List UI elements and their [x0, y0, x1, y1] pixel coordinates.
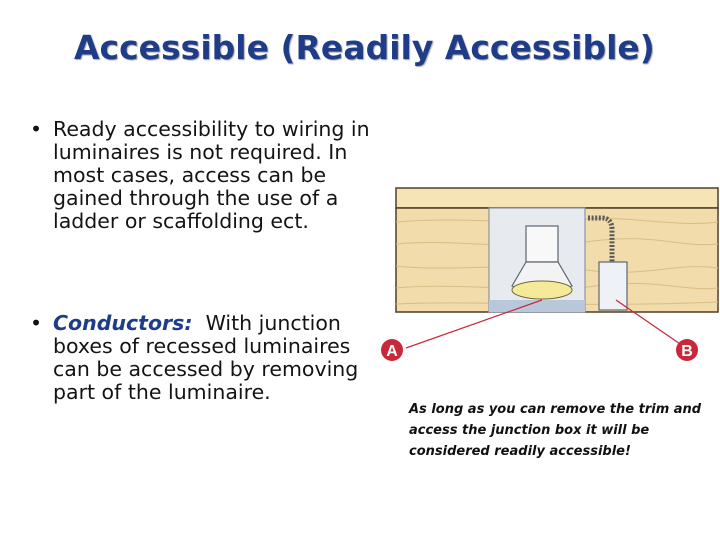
junction-box: [599, 262, 627, 310]
illustration-caption: As long as you can remove the trim and access the junction box it will be considered readily accessible!: [409, 402, 702, 459]
callout-a-label: A: [386, 343, 398, 360]
bullet-marker: •: [30, 311, 43, 335]
recessed-luminaire-illustration: [376, 182, 720, 382]
bullet-marker: •: [30, 117, 43, 141]
callout-b: [676, 339, 698, 361]
callout-b-label: B: [681, 343, 693, 360]
callout-a: [381, 339, 403, 361]
slide-title: Accessible (Readily Accessible): [74, 28, 655, 67]
bullet-body: [53, 312, 375, 404]
bullet-item: [30, 118, 375, 233]
bullet-text: With junction boxes of recessed luminaires can be accessed by removing part of the luminaire.: [53, 311, 359, 404]
recessed-housing: [489, 208, 585, 312]
bullet-text: Ready accessibility to wiring in luminaires is not required. In most cases, access can be gained through the use of a ladder or scaffolding ect.: [53, 117, 370, 233]
bullet-term: Conductors:: [53, 311, 193, 335]
bullet-item: [30, 312, 375, 404]
